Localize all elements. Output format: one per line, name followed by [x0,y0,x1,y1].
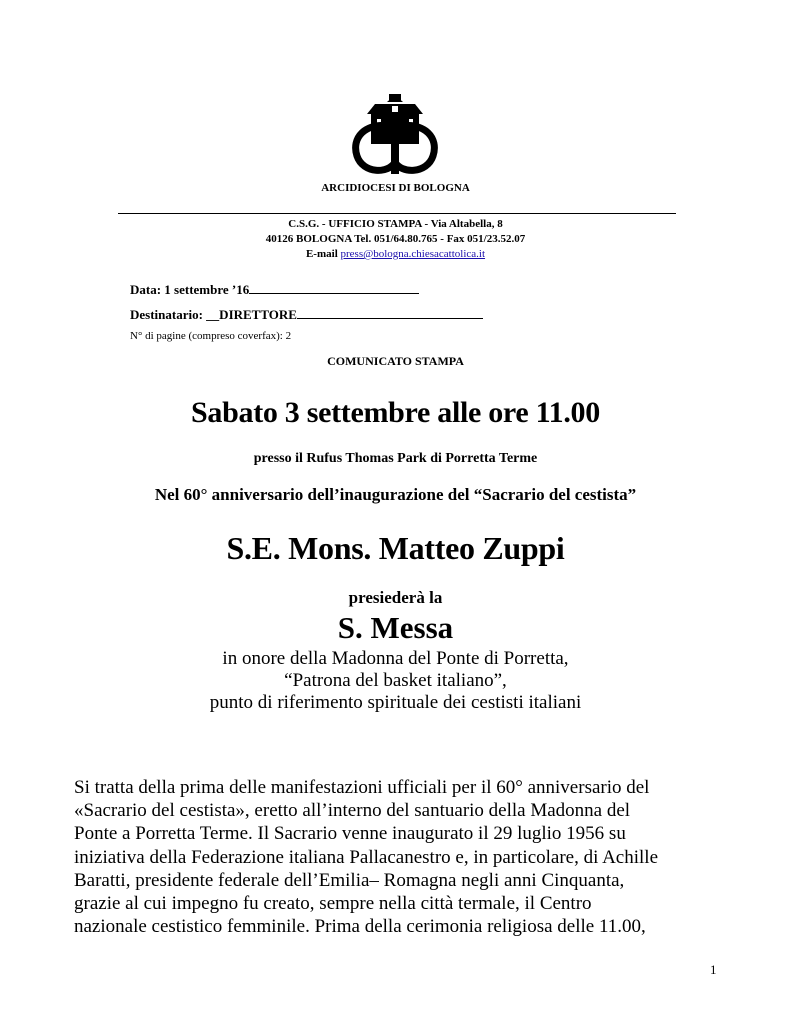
event-location: presso il Rufus Thomas Park di Porretta Terme [253,451,538,466]
archdiocese-name: ARCIDIOCESI DI BOLOGNA [321,182,470,194]
body-line: nazionale cestistico femminile. Prima della cerimonia religiosa delle 11.00, [74,916,646,938]
body-line: Ponte a Porretta Terme. Il Sacrario venne inaugurato il 29 luglio 1956 su [74,823,626,845]
body-line: «Sacrario del cestista», eretto all’interno del santuario della Madonna del [74,800,631,822]
header-divider [118,213,676,214]
date-underline [249,281,419,294]
recipient-label: Destinatario: __DIRETTORE [130,307,297,322]
dedication-line: “Patrona del basket italiano”, [284,670,507,691]
event-title: S. Messa [337,610,454,645]
anniversary-line: Nel 60° anniversario dell’inaugurazione del “Sacrario del cestista” [154,485,637,504]
dedication-line: punto di riferimento spirituale dei cestisti italiani [209,692,582,713]
email-line [0,247,791,262]
date-label: Data: 1 settembre ’16 [130,282,250,297]
presides-label: presiederà la [348,588,443,607]
recipient-underline [297,306,483,319]
event-date-headline: Sabato 3 settembre alle ore 11.00 [191,396,600,429]
address-line: 40126 BOLOGNA Tel. 051/64.80.765 - Fax 051/23.52.07 [265,233,526,245]
recipient-field [130,306,483,323]
body-line: grazie al cui impegno fu creato, sempre nella città termale, il Centro [74,893,592,915]
page-count: N° di pagine (compreso coverfax): 2 [130,330,292,342]
dedication-line: in onore della Madonna del Ponte di Porretta, [222,648,569,669]
office-contact [0,217,791,262]
email-link[interactable]: press@bologna.chiesacattolica.it [340,248,486,260]
page-number: 1 [710,962,717,977]
body-line: Baratti, presidente federale dell’Emilia– Romagna negli anni Cinquanta, [74,869,625,891]
bishop-name: S.E. Mons. Matteo Zuppi [226,530,565,566]
dedication [0,648,791,714]
email-label: E-mail [305,248,338,260]
date-field [130,281,419,298]
office-line: C.S.G. - UFFICIO STAMPA - Via Altabella, 8 [288,218,503,230]
document-type: COMUNICATO STAMPA [327,354,464,368]
body-paragraph [74,776,724,938]
body-line: Si tratta della prima delle manifestazioni ufficiali per il 60° anniversario del [74,777,650,798]
body-line: iniziativa della Federazione italiana Pallacanestro e, in particolare, di Achille [74,846,658,868]
archdiocese-logo [345,92,445,176]
